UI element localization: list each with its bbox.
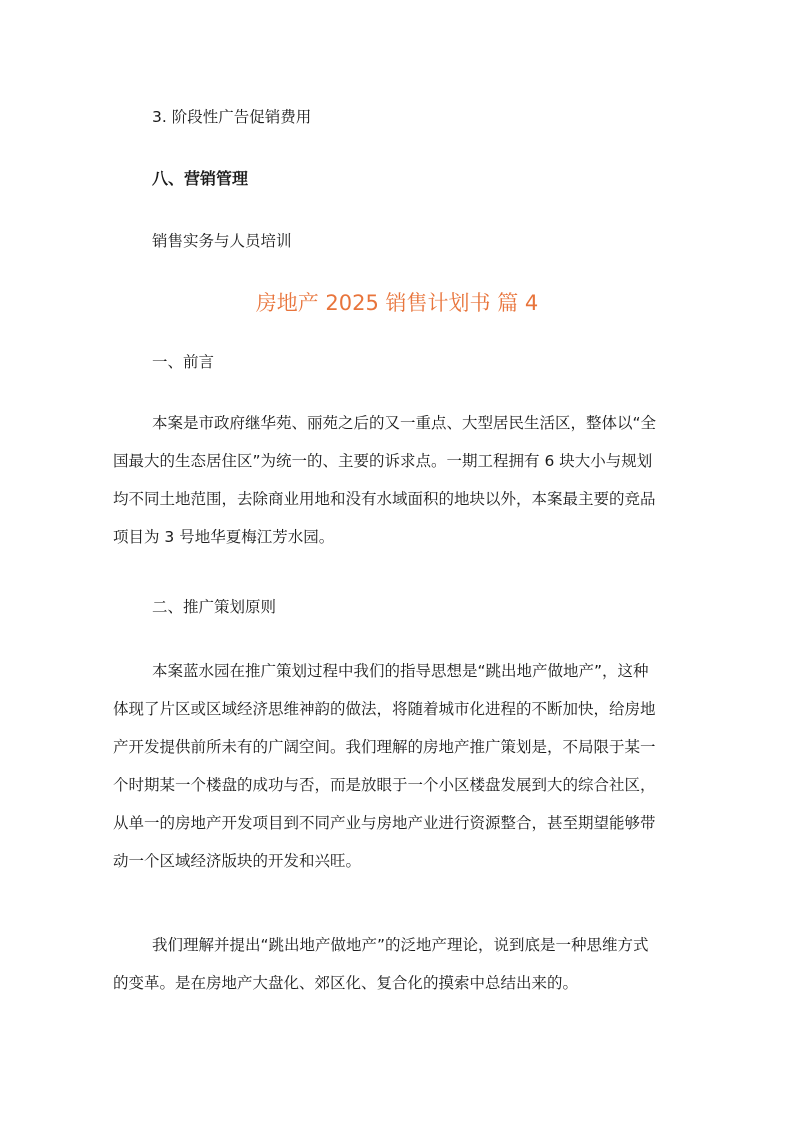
- paragraph-line: 个时期某一个楼盘的成功与否，而是放眼于一个小区楼盘发展到大的综合社区，: [113, 776, 656, 794]
- item-3-text: 3. 阶段性广告促销费用: [152, 108, 312, 126]
- paragraph-line: 国最大的生态居住区”为统一的、主要的诉求点。一期工程拥有 6 块大小与规划: [113, 452, 653, 470]
- paragraph-preface: [113, 404, 681, 556]
- paragraph-line: 均不同土地范围，去除商业用地和没有水域面积的地块以外，本案最主要的竞品: [113, 490, 656, 508]
- paragraph-line: 本案是市政府继华苑、丽苑之后的又一重点、大型居民生活区，整体以“全: [152, 414, 657, 432]
- paragraph-line: 本案蓝水园在推广策划过程中我们的指导思想是“跳出地产做地产”，这种: [152, 662, 649, 680]
- section-8-text: 销售实务与人员培训: [152, 232, 292, 250]
- section-2-heading: 二、推广策划原则: [152, 598, 277, 616]
- paragraph-line: 体现了片区或区域经济思维神韵的做法，将随着城市化进程的不断加快，给房地: [113, 700, 656, 718]
- section-8-heading: 八、营销管理: [152, 169, 249, 188]
- document-title: 房地产 2025 销售计划书 篇 4: [255, 291, 539, 315]
- paragraph-line: 从单一的房地产开发项目到不同产业与房地产业进行资源整合，甚至期望能够带: [113, 814, 656, 832]
- paragraph-line: 产开发提供前所未有的广阔空间。我们理解的房地产推广策划是，不局限于某一: [113, 738, 656, 756]
- paragraph-line: 项目为 3 号地华夏梅江芳水园。: [113, 528, 335, 546]
- paragraph-line: 我们理解并提出“跳出地产做地产”的泛地产理论，说到底是一种思维方式: [152, 936, 649, 954]
- paragraph-line: 动一个区域经济版块的开发和兴旺。: [113, 852, 362, 870]
- paragraph-line: 的变革。是在房地产大盘化、郊区化、复合化的摸索中总结出来的。: [113, 974, 579, 992]
- section-1-heading: 一、前言: [152, 353, 215, 371]
- paragraph-theory: [113, 926, 681, 1002]
- paragraph-principle: [113, 652, 681, 880]
